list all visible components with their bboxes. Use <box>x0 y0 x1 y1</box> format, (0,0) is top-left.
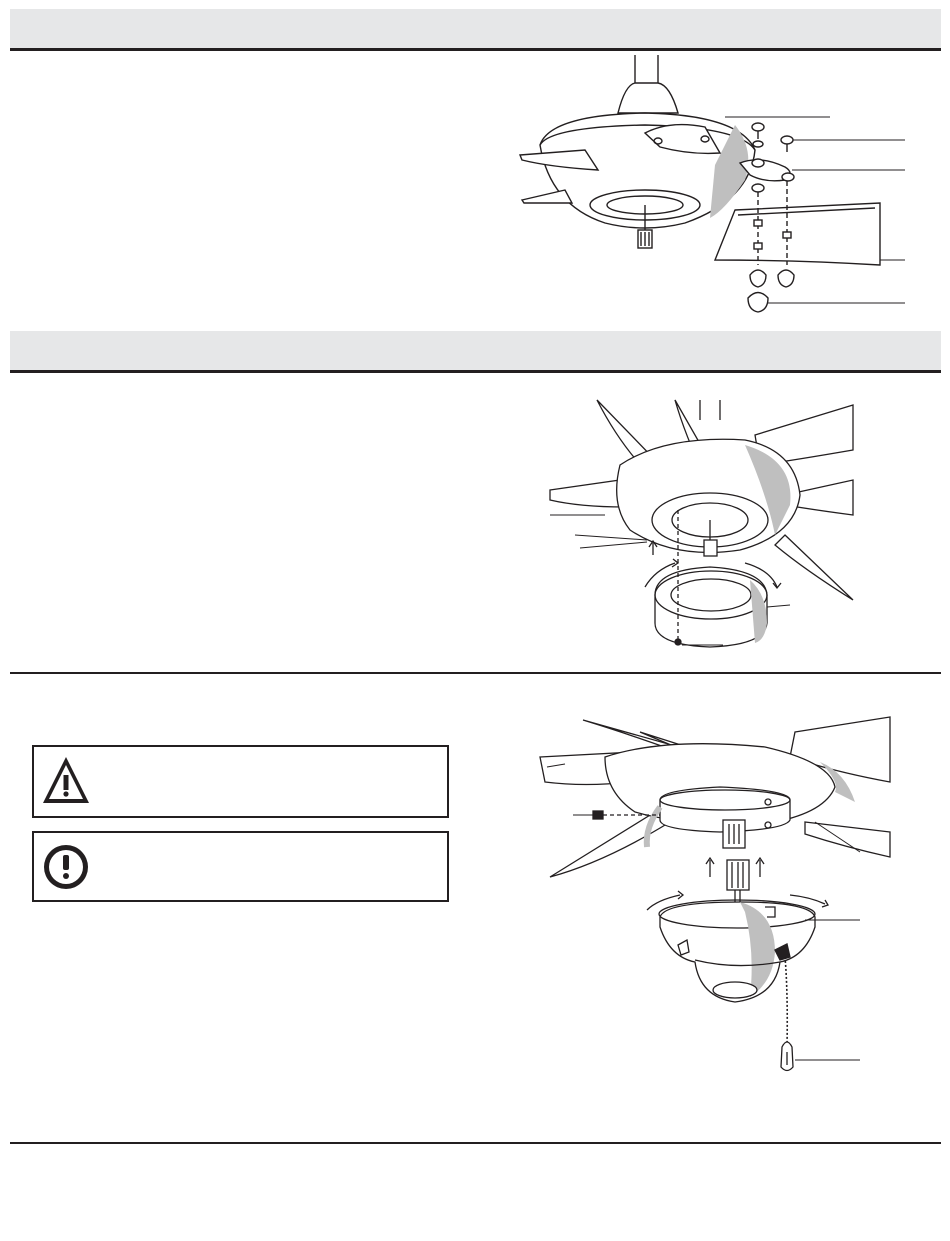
warning-callout <box>32 745 449 818</box>
section-header-band <box>10 331 941 373</box>
section-divider <box>10 1142 941 1144</box>
notice-callout <box>32 831 449 902</box>
warning-triangle-icon <box>41 753 91 808</box>
exclamation-circle-icon <box>41 839 91 894</box>
section-header-band <box>10 9 941 51</box>
light-kit-installation-figure <box>535 712 895 1082</box>
switch-housing-plate-figure <box>545 395 865 660</box>
section-divider <box>10 672 941 674</box>
blade-attachment-figure <box>510 55 910 320</box>
